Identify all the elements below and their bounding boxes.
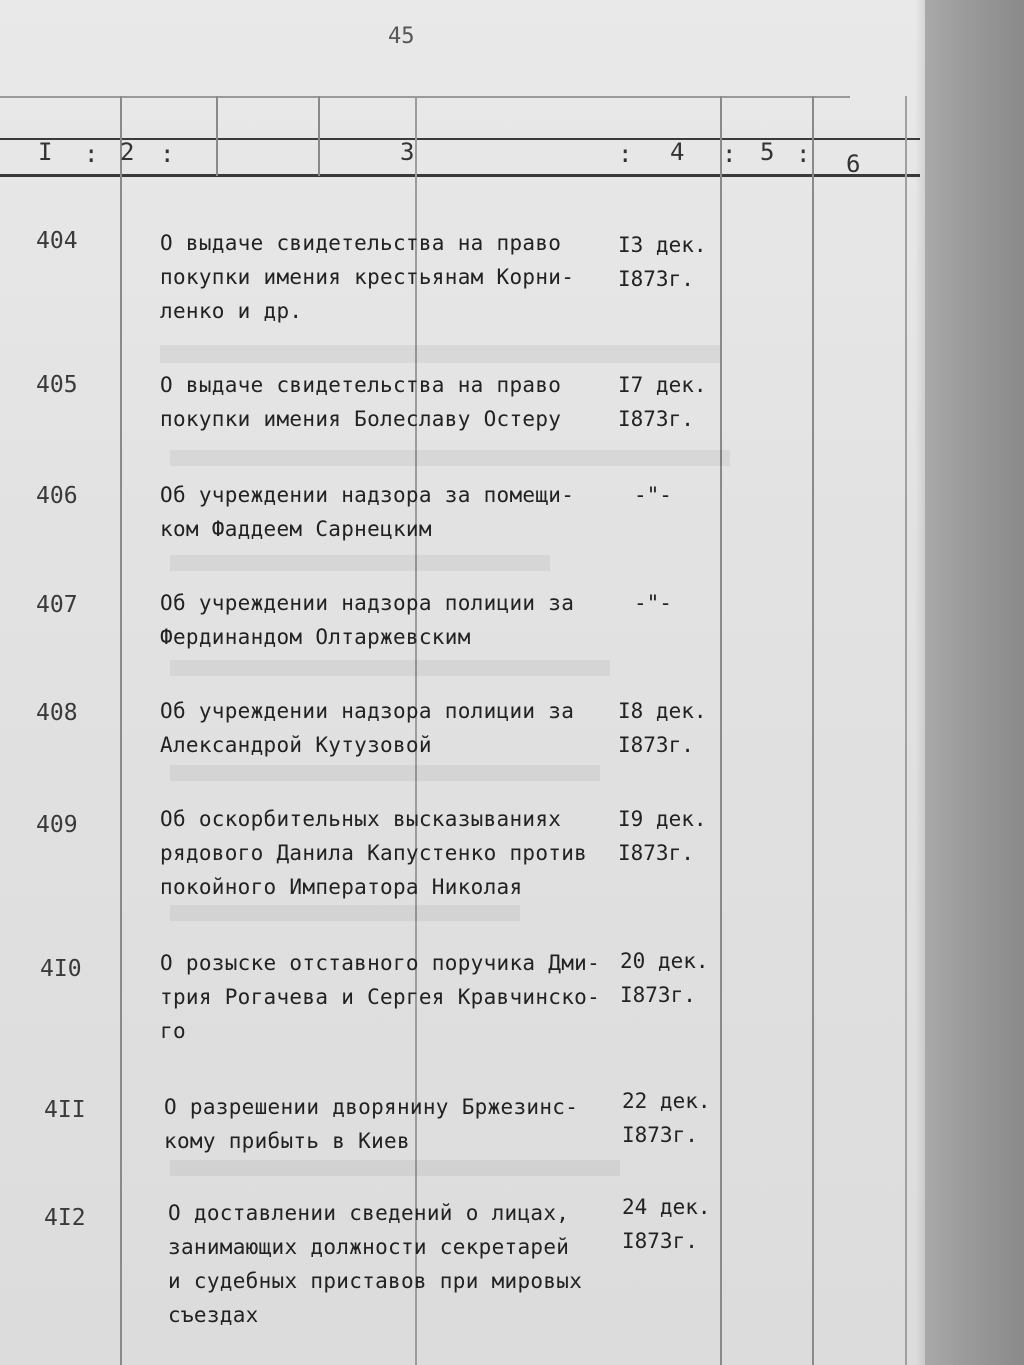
- row-title: О разрешении дворянину Бржезинс- кому прибыть в Киев: [164, 1095, 579, 1153]
- column-separator: :: [796, 140, 811, 168]
- row-date: I8 дек. I873г.: [618, 699, 707, 757]
- bleed-through-line: [170, 660, 610, 676]
- row-date: I9 дек. I873г.: [618, 807, 707, 865]
- row-number: 406: [36, 483, 78, 509]
- column-number: 5: [760, 138, 775, 166]
- column-number: I: [38, 138, 53, 166]
- row-number: 4I0: [40, 956, 82, 982]
- row-number: 404: [36, 228, 78, 254]
- row-title: Об учреждении надзора полиции за Фердинандом Олтаржевским: [160, 591, 575, 649]
- row-date: I3 дек. I873г.: [618, 233, 707, 291]
- row-number: 409: [36, 812, 78, 838]
- bleed-through-line: [170, 765, 600, 781]
- row-title: О выдаче свидетельства на право покупки имения Болеславу Остеру: [160, 373, 562, 431]
- row-date: I7 дек. I873г.: [618, 373, 707, 431]
- row-date: 22 дек. I873г.: [622, 1089, 711, 1147]
- next-page-edge: [925, 0, 1024, 1365]
- row-number: 405: [36, 372, 78, 398]
- column-separator: :: [722, 140, 737, 168]
- bleed-through-line: [170, 555, 550, 571]
- column-number: 6: [846, 150, 861, 178]
- column-separator: :: [160, 140, 175, 168]
- column-divider: [812, 96, 814, 1365]
- column-number: 4: [670, 138, 685, 166]
- row-title: Об учреждении надзора за помещи- ком Фаддеем Сарнецким: [160, 483, 575, 541]
- row-date: -"-: [634, 591, 672, 615]
- column-divider: [905, 96, 907, 1365]
- row-title: О розыске отставного поручика Дми- трия Рогачева и Сергея Кравчинско- го: [160, 951, 601, 1043]
- column-divider: [216, 96, 218, 176]
- row-title: Об оскорбительных высказываниях рядового Данила Капустенко против покойного Императора Николая: [160, 807, 588, 899]
- column-number: 3: [400, 138, 415, 166]
- row-number: 408: [36, 700, 78, 726]
- bleed-through-line: [160, 345, 720, 363]
- header-top-rule: [0, 96, 850, 98]
- row-number: 407: [36, 592, 78, 618]
- column-divider: [318, 96, 320, 176]
- column-number: 2: [120, 138, 135, 166]
- bleed-through-line: [170, 1160, 620, 1176]
- row-title: О доставлении сведений о лицах, занимающих должности секретарей и судебных приставов при мировых съездах: [168, 1201, 583, 1327]
- row-number: 4I2: [44, 1205, 86, 1231]
- row-title: Об учреждении надзора полиции за Александрой Кутузовой: [160, 699, 575, 757]
- row-number: 4II: [44, 1097, 86, 1123]
- page-number: 45: [388, 24, 415, 49]
- bleed-through-line: [170, 450, 730, 466]
- header-bottom-rule: [0, 174, 920, 177]
- row-date: -"-: [634, 483, 672, 507]
- column-separator: :: [84, 140, 99, 168]
- column-separator: :: [618, 140, 633, 168]
- column-divider: [120, 96, 122, 1365]
- header-rule: [0, 138, 920, 140]
- bleed-through-line: [170, 905, 520, 921]
- row-title: О выдаче свидетельства на право покупки имения крестьянам Корни- ленко и др.: [160, 231, 575, 323]
- row-date: 24 дек. I873г.: [622, 1195, 711, 1253]
- row-date: 20 дек. I873г.: [620, 949, 709, 1007]
